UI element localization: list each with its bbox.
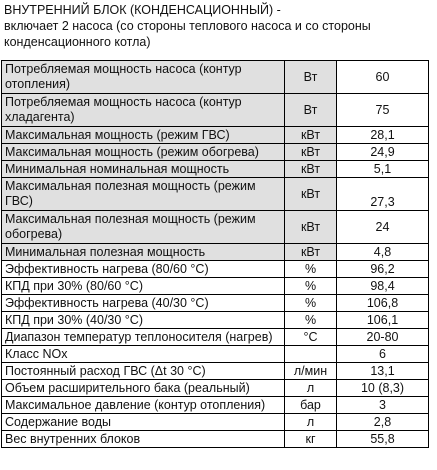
row-unit: кВт [285,161,337,178]
row-value: 106,1 [337,312,429,329]
table-row [2,178,429,211]
table-row [2,94,429,127]
row-name: Потребляемая мощность насоса (контур хладагента) [2,94,285,127]
row-name: Постоянный расход ГВС (Δt 30 °C) [2,363,285,380]
row-name: Эффективность нагрева (80/60 °C) [2,261,285,278]
row-value: 96,2 [337,261,429,278]
row-unit: л [285,380,337,397]
row-name: Класс NOx [2,346,285,363]
row-value: 24,9 [337,144,429,161]
row-name: Максимальное давление (контур отопления) [2,397,285,414]
row-name: КПД при 30% (80/60 °C) [2,278,285,295]
table-row [2,144,429,161]
row-value: 27,3 [337,178,429,211]
row-value: 75 [337,94,429,127]
row-name: Потребляемая мощность насоса (контур отопления) [2,61,285,94]
row-value: 98,4 [337,278,429,295]
row-value: 4,8 [337,244,429,261]
table-row [2,414,429,431]
spec-table [1,60,429,448]
row-unit: кВт [285,211,337,244]
row-value: 13,1 [337,363,429,380]
row-name: Максимальная мощность (режим ГВС) [2,127,285,144]
table-row [2,211,429,244]
row-name: Диапазон температур теплоносителя (нагрев) [2,329,285,346]
row-value: 3 [337,397,429,414]
row-name: Объем расширительного бака (реальный) [2,380,285,397]
table-row [2,261,429,278]
row-name: КПД при 30% (40/30 °C) [2,312,285,329]
row-unit: л/мин [285,363,337,380]
table-row [2,312,429,329]
row-unit [285,346,337,363]
table-row [2,278,429,295]
table-row [2,431,429,448]
table-row [2,397,429,414]
section-heading [4,2,424,50]
row-unit: % [285,261,337,278]
row-unit: % [285,295,337,312]
row-value: 20-80 [337,329,429,346]
row-unit: Вт [285,94,337,127]
row-unit: кВт [285,144,337,161]
table-row [2,244,429,261]
row-unit: кВт [285,178,337,211]
table-row [2,329,429,346]
row-unit: бар [285,397,337,414]
heading-description: включает 2 насоса (со стороны теплового насоса и со стороны конденсационного котла) [4,19,371,49]
table-row [2,380,429,397]
row-value: 2,8 [337,414,429,431]
row-unit: °C [285,329,337,346]
row-name: Минимальная полезная мощность [2,244,285,261]
row-unit: % [285,312,337,329]
row-name: Максимальная полезная мощность (режим ГВС) [2,178,285,211]
row-value: 6 [337,346,429,363]
row-unit: л [285,414,337,431]
row-unit: % [285,278,337,295]
row-name: Максимальная полезная мощность (режим обогрева) [2,211,285,244]
table-row [2,295,429,312]
row-name: Максимальная мощность (режим обогрева) [2,144,285,161]
row-unit: кВт [285,127,337,144]
table-row [2,363,429,380]
table-row [2,61,429,94]
table-row [2,127,429,144]
row-value: 28,1 [337,127,429,144]
row-value: 10 (8,3) [337,380,429,397]
row-value: 60 [337,61,429,94]
row-value: 5,1 [337,161,429,178]
row-value: 55,8 [337,431,429,448]
row-name: Содержание воды [2,414,285,431]
table-row [2,346,429,363]
row-name: Эффективность нагрева (40/30 °C) [2,295,285,312]
row-unit: Вт [285,61,337,94]
row-unit: кг [285,431,337,448]
row-value: 24 [337,211,429,244]
row-value: 106,8 [337,295,429,312]
row-name: Вес внутренних блоков [2,431,285,448]
row-unit: кВт [285,244,337,261]
table-row [2,161,429,178]
row-name: Минимальная номинальная мощность [2,161,285,178]
heading-title: ВНУТРЕННИЙ БЛОК (КОНДЕНСАЦИОННЫЙ) - [4,3,281,17]
